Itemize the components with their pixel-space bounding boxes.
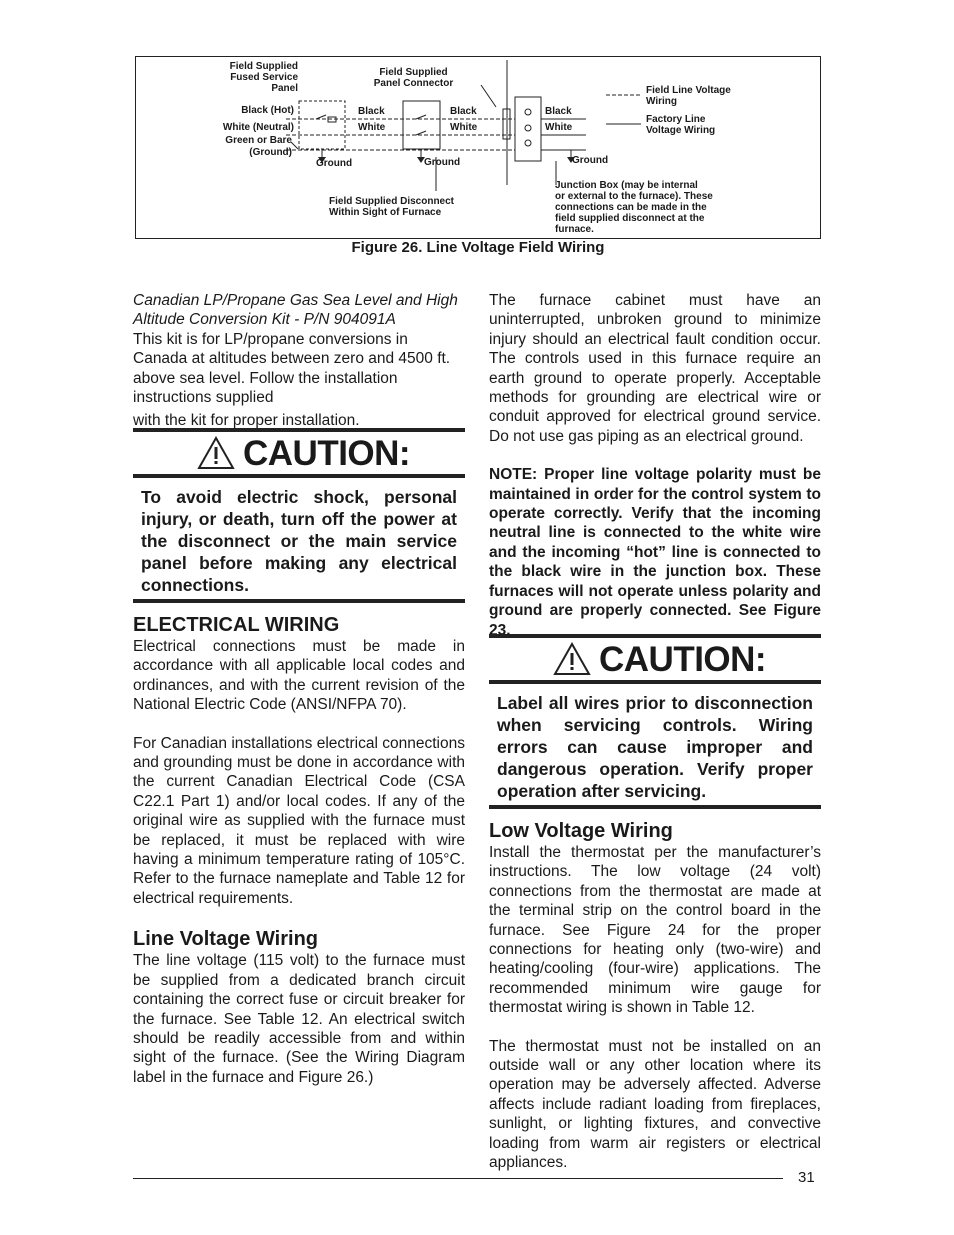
ground-paragraph: The furnace cabinet must have an uninterrupted, unbroken ground to minimize injury should an electrical fault condition occur. The controls used in this furnace require an earth ground to operate properly. Acceptable methods for grounding are electrical wire or conduit approved for electrical ground service. Do not use gas piping as an electrical ground. bbox=[489, 292, 821, 445]
low-voltage-section bbox=[489, 820, 821, 1173]
kit-text-2: with the kit for proper installation. bbox=[133, 412, 360, 430]
low-voltage-p2: The thermostat must not be installed on an outside wall or any other location where its operation may be adversely affected. Adverse affects include radiant loading from fireplaces, sunlight, or lighting fixtures, and convective loading from warm air registers or electrical appliances. bbox=[489, 1037, 821, 1172]
low-voltage-p1: Install the thermostat per the manufacturer’s instructions. The low voltage (24 volt) connections from the thermostat are made at the terminal strip on the control board in the furnace. See Figure 24 for the proper connections for heating only (two-wire) and heating/cooling (four-wire) applications. The recommended minimum wire gauge for thermostat wiring is shown in Table 12. bbox=[489, 844, 821, 1017]
warning-icon bbox=[197, 436, 235, 470]
electrical-p2: For Canadian installations electrical connections and grounding must be done in accordance with the current Canadian Electrical Code (CSA C22.1 Part 1) and/or local codes. If any of the original wire as supplied with the furnace must be replaced, it must be replaced with wire having a minimum temperature rating of 105°C. Refer to the furnace nameplate and Table 12 for electrical requirements. bbox=[133, 734, 465, 907]
label-panel-connector: Field Supplied Panel Connector bbox=[373, 67, 454, 89]
electrical-p1: Electrical connections must be made in accordance with all applicable local codes and ordinances, and with the current revision of the National Electric Code (ANSI/NFPA 70). bbox=[133, 638, 465, 714]
caution-box-1 bbox=[133, 428, 465, 603]
label-white-neutral: White (Neutral) bbox=[222, 122, 294, 133]
line-voltage-p1: The line voltage (115 volt) to the furnace must be supplied from a dedicated branch circuit containing the correct fuse or circuit breaker for the furnace. See Table 12. An electrical switch should be readily accessible from and within sight of the furnace. (See the Wiring Diagram label in the furnace and Figure 26.) bbox=[133, 952, 465, 1086]
electrical-heading: ELECTRICAL WIRING bbox=[133, 614, 340, 636]
caution-title-1: CAUTION: bbox=[243, 434, 411, 473]
warning-icon bbox=[553, 642, 591, 676]
caution-title-2: CAUTION: bbox=[599, 640, 767, 679]
line-voltage-heading: Line Voltage Wiring bbox=[133, 928, 319, 951]
legend-field-wiring: Field Line Voltage Wiring bbox=[646, 85, 731, 107]
kit-text: This kit is for LP/propane conversions in Canada at altitudes between zero and 4500 ft. above sea level. Follow the installation instructions supplied bbox=[133, 330, 451, 407]
footer-rule bbox=[133, 1178, 783, 1179]
caution-body-2: Label all wires prior to disconnection when servicing controls. Wiring errors can cause improper and dangerous operation. Verify proper operation after servicing. bbox=[497, 693, 813, 801]
caution-header-1 bbox=[133, 432, 465, 478]
kit-title: Canadian LP/Propane Gas Sea Level and High Altitude Conversion Kit - P/N 904091A bbox=[133, 292, 458, 329]
low-voltage-heading: Low Voltage Wiring bbox=[489, 820, 673, 842]
label-ground-paren: (Ground) bbox=[249, 147, 292, 158]
caution-header-2 bbox=[489, 638, 821, 684]
ground-section bbox=[489, 291, 821, 640]
label-disconnect: Field Supplied Disconnect Within Sight of Furnace bbox=[329, 196, 455, 218]
note-paragraph: NOTE: Proper line voltage polarity must be maintained in order for the control system to operate correctly. Verify that the incoming neutral line is connected to the white wire and the incoming “hot” line is connected to the black wire in the junction box. These furnaces will not operate unless polarity and ground are properly connected. See Figure 23. bbox=[489, 466, 821, 639]
kit-section bbox=[133, 291, 465, 431]
label-white-3: White bbox=[545, 122, 573, 133]
figure-caption: Figure 26. Line Voltage Field Wiring bbox=[351, 239, 605, 256]
label-black-hot: Black (Hot) bbox=[241, 105, 294, 116]
caution-box-2 bbox=[489, 634, 821, 809]
caution-body-1: To avoid electric shock, personal injury, or death, turn off the power at the disconnect or the main service panel before making any electrical connections. bbox=[141, 487, 457, 595]
label-ground-1: Ground bbox=[316, 158, 353, 169]
page-number: 31 bbox=[798, 1169, 815, 1186]
label-junction-box: Junction Box (may be internal or external to the furnace). These connections can be made in the field supplied disconnect at the furnace. bbox=[555, 180, 713, 235]
label-black-2: Black bbox=[450, 106, 477, 117]
label-green-bare: Green or Bare bbox=[225, 135, 292, 146]
label-ground-3: Ground bbox=[572, 155, 609, 166]
label-white-2: White bbox=[450, 122, 478, 133]
label-white-1: White bbox=[358, 122, 386, 133]
label-black-3: Black bbox=[545, 106, 572, 117]
label-black-1: Black bbox=[358, 106, 385, 117]
legend-factory-wiring: Factory Line Voltage Wiring bbox=[646, 114, 716, 136]
wiring-figure bbox=[135, 56, 821, 239]
label-fused-panel: Field Supplied Fused Service Panel bbox=[229, 61, 298, 94]
electrical-section bbox=[133, 614, 465, 1087]
label-ground-2: Ground bbox=[424, 157, 461, 168]
